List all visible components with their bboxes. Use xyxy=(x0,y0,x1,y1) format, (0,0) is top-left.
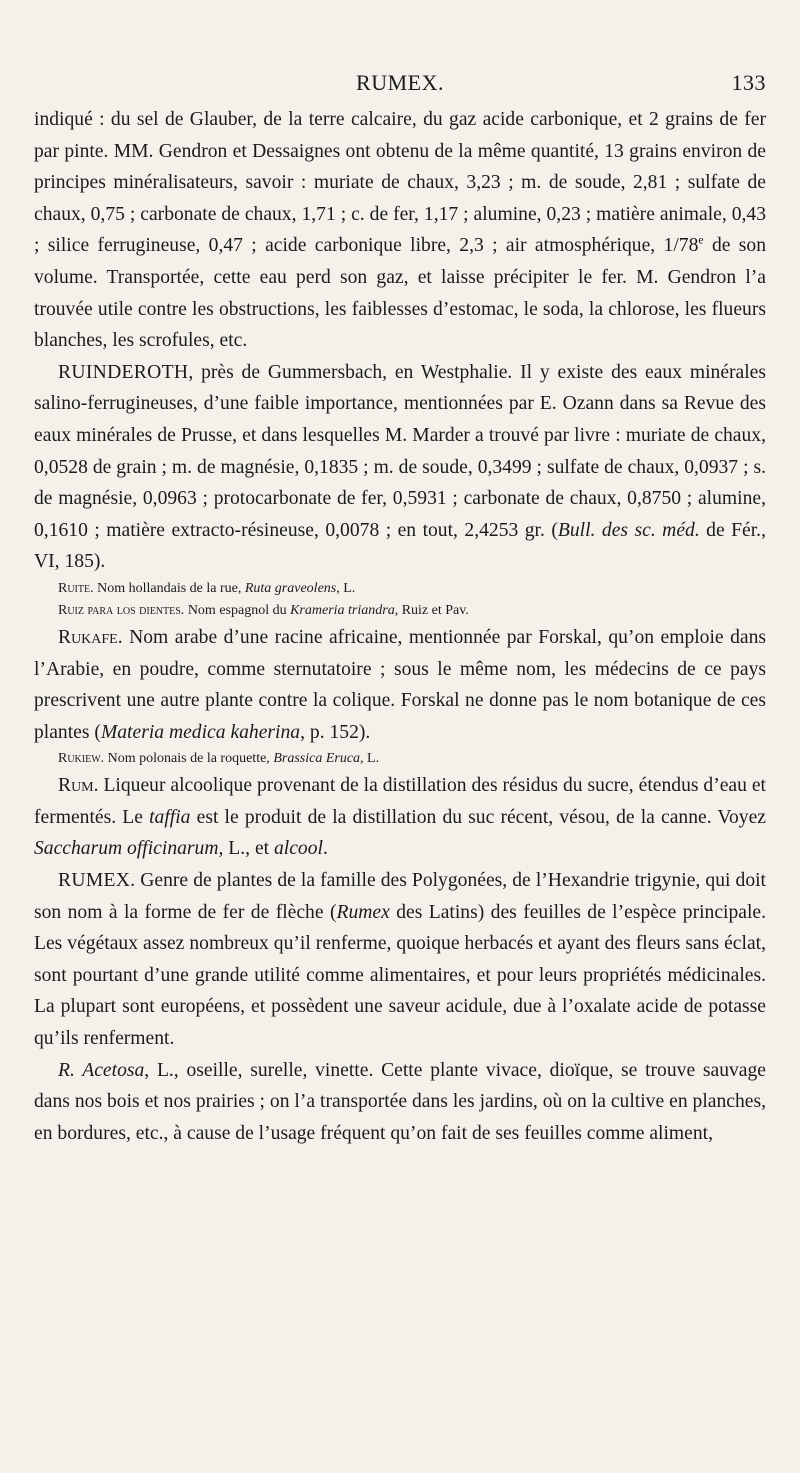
species-name: R. Acetosa xyxy=(58,1059,145,1081)
paragraph-continuation: indiqué : du sel de Glauber, de la terre calcaire, du gaz acide carbonique, et 2 grains de fer par pinte. MM. Gendron et Dessaignes ont obtenu de la même quantité, 13 grains environ de principes minéralisateurs, savoir : muriate de chaux, 3,23 ; m. de soude, 2,81 ; sulfate de chaux, 0,75 ; carbonate de chaux, 1,71 ; c. de fer, 1,17 ; alumine, 0,23 ; matière animale, 0,43 ; silice ferrugineuse, 0,47 ; acide carbonique libre, 2,3 ; air atmosphérique, 1/78e de son volume. Transportée, cette eau perd son gaz, et laisse précipiter le fer. M. Gendron l’a trouvée utile contre les obstructions, les faiblesses d’estomac, le soda, la chlorose, les flueurs blanches, les scrofules, etc. xyxy=(34,109,766,352)
entry-head: Rum. xyxy=(58,775,99,797)
entry-head: Rukafe. xyxy=(58,626,123,648)
entry-head: Rukiew. xyxy=(58,751,105,767)
paragraph-rum: Rum. Liqueur alcoolique provenant de la distillation des résidus du sucre, étendus d’eau et fermentés. Le taffia est le produit de la distillation du suc récent, vésou, de la canne. Voyez Saccharum officinarum, L., et alcool. xyxy=(34,775,767,860)
running-head xyxy=(34,70,766,104)
page-number: 133 xyxy=(731,70,766,95)
entry-head: RUMEX xyxy=(58,870,131,892)
entry-ruite: Ruite. Nom hollandais de la rue, Ruta graveolens, L. xyxy=(58,580,356,596)
entry-head: Ruite. xyxy=(58,580,94,596)
entry-head: RUINDEROTH xyxy=(58,361,189,383)
entry-ruiz: Ruiz para los dientes. Nom espagnol du Krameria triandra, Ruiz et Pav. xyxy=(58,602,469,618)
paragraph-rumex: RUMEX. Genre de plantes de la famille des Polygonées, de l’Hexandrie trigynie, qui doit son nom à la forme de fer de flèche (Rumex des Latins) des feuilles de l’espèce principale. Les végétaux assez nombreux qu’il renferme, quoique herbacés et ayant des fleurs sans éclat, sont pourtant d’une grande utilité comme alimentaires, et pour leurs propriétés médicinales. La plupart sont européens, et possèdent une saveur acidule, due à l’oxalate acide de potasse qu’ils renferment. xyxy=(34,870,767,1050)
paragraph-ruinderoth: RUINDEROTH, près de Gummersbach, en Westphalie. Il y existe des eaux minérales salino-ferrugineuses, d’une faible importance, mentionnées par E. Ozann dans sa Revue des eaux minérales de Prusse, et dans lesquelles M. Marder a trouvé par livre : muriate de chaux, 0,0528 de grain ; m. de magnésie, 0,1835 ; m. de soude, 0,3499 ; sulfate de chaux, 0,0937 ; s. de magnésie, 0,0963 ; protocarbonate de fer, 0,5931 ; carbonate de chaux, 0,8750 ; alumine, 0,1610 ; matière extracto-résineuse, 0,0078 ; en tout, 2,4253 gr. (Bull. des sc. méd. de Fér., VI, 185). xyxy=(34,361,766,573)
paragraph-acetosa: R. Acetosa, L., oseille, surelle, vinette. Cette plante vivace, dioïque, se trouve sauvage dans nos bois et nos prairies ; on l’a transportée dans les jardins, où on la cultive en planches, en bordures, etc., à cause de l’usage fréquent qu’on fait de ses feuilles comme aliment, xyxy=(34,1059,767,1144)
entry-rukiew: Rukiew. Nom polonais de la roquette, Brassica Eruca, L. xyxy=(58,751,380,767)
entry-head: Ruiz para los dientes. xyxy=(58,602,185,618)
page-body xyxy=(34,104,766,1149)
paragraph-rukafe: Rukafe. Nom arabe d’une racine africaine, mentionnée par Forskal, qu’on emploie dans l’Arabie, en poudre, comme sternutatoire ; sous le même nom, les médecins de ce pays prescrivent une autre plante contre la colique. Forskal ne donne pas le nom botanique de ces plantes (Materia medica kaherina, p. 152). xyxy=(34,626,766,743)
running-title: RUMEX. xyxy=(356,70,444,95)
